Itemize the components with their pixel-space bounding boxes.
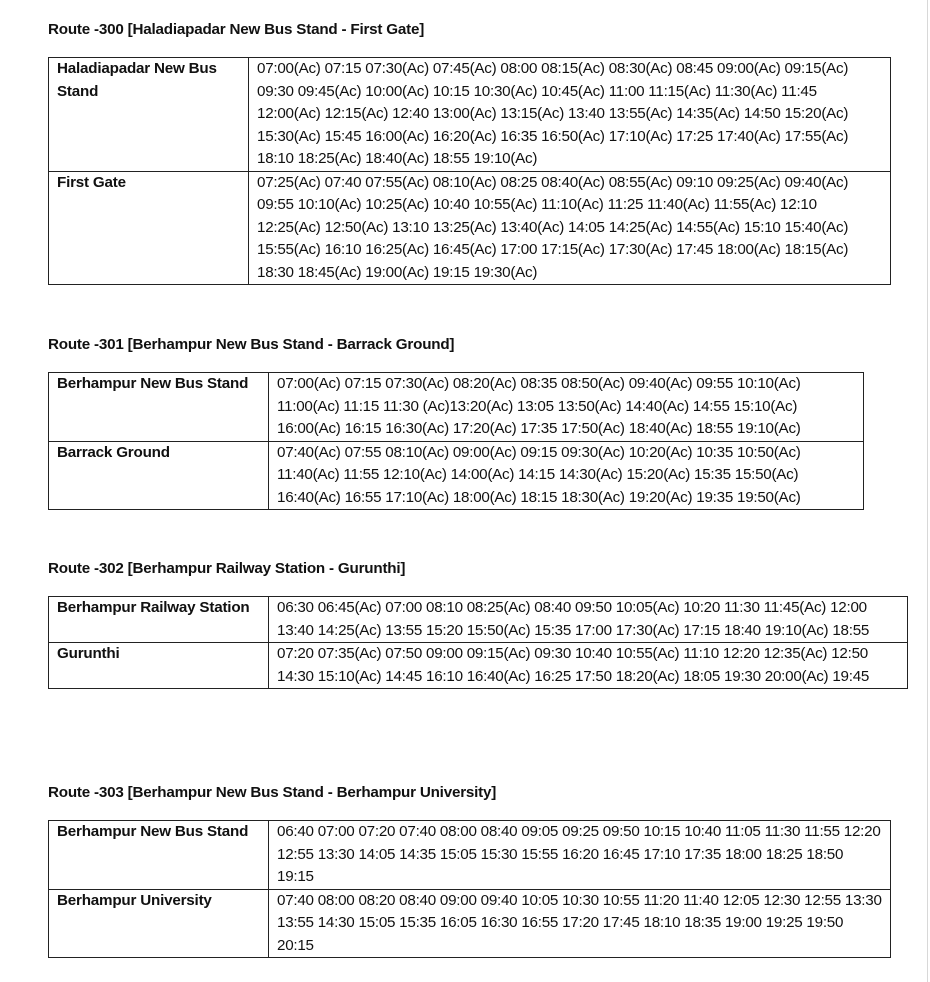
departure-times: 06:40 07:00 07:20 07:40 08:00 08:40 09:05 09:25 09:50 10:15 10:40 11:05 11:30 11:55 12:20 12:55 13:30 14:05 14:35 15:05 15:30 15:55 16:20 16:45 17:10 17:35 18:00 18:25 18:50 19:15 [269, 821, 891, 890]
table-row [49, 58, 891, 172]
route-title: Route -300 [Haladiapadar New Bus Stand - First Gate] [48, 21, 425, 38]
route-303-section [48, 784, 891, 958]
departure-times: 07:40 08:00 08:20 08:40 09:00 09:40 10:05 10:30 10:55 11:20 11:40 12:05 12:30 12:55 13:30 13:55 14:30 15:05 15:35 16:05 16:30 16:55 17:20 17:45 18:10 18:35 19:00 19:25 19:50 20:15 [269, 889, 891, 958]
stop-name: Berhampur Railway Station [49, 597, 269, 643]
route-300-section [48, 21, 891, 285]
stop-name: Haladiapadar New Bus Stand [49, 58, 249, 172]
route-title: Route -303 [Berhampur New Bus Stand - Berhampur University] [48, 784, 497, 801]
stop-name: First Gate [49, 171, 249, 285]
departure-times: 07:25(Ac) 07:40 07:55(Ac) 08:10(Ac) 08:25 08:40(Ac) 08:55(Ac) 09:10 09:25(Ac) 09:40(Ac) 09:55 10:10(Ac) 10:25(Ac) 10:40 10:55(Ac) 11:10(Ac) 11:25 11:40(Ac) 11:55(Ac) 12:10 12:25(Ac) 12:50(Ac) 13:10 13:25(Ac) 13:40(Ac) 14:05 14:25(Ac) 14:55(Ac) 15:10 15:40(Ac) 15:55(Ac) 16:10 16:25(Ac) 16:45(Ac) 17:00 17:15(Ac) 17:30(Ac) 17:45 18:00(Ac) 18:15(Ac) 18:30 18:45(Ac) 19:00(Ac) 19:15 19:30(Ac) [249, 171, 891, 285]
stop-name: Barrack Ground [49, 441, 269, 510]
departure-times: 07:20 07:35(Ac) 07:50 09:00 09:15(Ac) 09:30 10:40 10:55(Ac) 11:10 12:20 12:35(Ac) 12:50 14:30 15:10(Ac) 14:45 16:10 16:40(Ac) 16:25 17:50 18:20(Ac) 18:05 19:30 20:00(Ac) 19:45 [269, 643, 908, 689]
table-row [49, 821, 891, 890]
table-row [49, 171, 891, 285]
timetable [48, 596, 908, 689]
route-301-section [48, 336, 864, 510]
table-row [49, 441, 864, 510]
table-row [49, 889, 891, 958]
departure-times: 07:00(Ac) 07:15 07:30(Ac) 07:45(Ac) 08:00 08:15(Ac) 08:30(Ac) 08:45 09:00(Ac) 09:15(Ac) 09:30 09:45(Ac) 10:00(Ac) 10:15 10:30(Ac) 10:45(Ac) 11:00 11:15(Ac) 11:30(Ac) 11:45 12:00(Ac) 12:15(Ac) 12:40 13:00(Ac) 13:15(Ac) 13:40 13:55(Ac) 14:35(Ac) 14:50 15:20(Ac) 15:30(Ac) 15:45 16:00(Ac) 16:20(Ac) 16:35 16:50(Ac) 17:10(Ac) 17:25 17:40(Ac) 17:55(Ac) 18:10 18:25(Ac) 18:40(Ac) 18:55 19:10(Ac) [249, 58, 891, 172]
timetable [48, 372, 864, 510]
stop-name: Berhampur New Bus Stand [49, 373, 269, 442]
timetable [48, 820, 891, 958]
timetable [48, 57, 891, 285]
table-row [49, 643, 908, 689]
departure-times: 07:40(Ac) 07:55 08:10(Ac) 09:00(Ac) 09:15 09:30(Ac) 10:20(Ac) 10:35 10:50(Ac) 11:40(Ac) 11:55 12:10(Ac) 14:00(Ac) 14:15 14:30(Ac) 15:20(Ac) 15:35 15:50(Ac) 16:40(Ac) 16:55 17:10(Ac) 18:00(Ac) 18:15 18:30(Ac) 19:20(Ac) 19:35 19:50(Ac) [269, 441, 864, 510]
route-title: Route -301 [Berhampur New Bus Stand - Barrack Ground] [48, 336, 455, 353]
page-edge-divider [927, 0, 928, 982]
departure-times: 06:30 06:45(Ac) 07:00 08:10 08:25(Ac) 08:40 09:50 10:05(Ac) 10:20 11:30 11:45(Ac) 12:00 13:40 14:25(Ac) 13:55 15:20 15:50(Ac) 15:35 17:00 17:30(Ac) 17:15 18:40 19:10(Ac) 18:55 [269, 597, 908, 643]
stop-name: Berhampur New Bus Stand [49, 821, 269, 890]
table-row [49, 597, 908, 643]
stop-name: Berhampur University [49, 889, 269, 958]
stop-name: Gurunthi [49, 643, 269, 689]
route-title: Route -302 [Berhampur Railway Station - Gurunthi] [48, 560, 406, 577]
departure-times: 07:00(Ac) 07:15 07:30(Ac) 08:20(Ac) 08:35 08:50(Ac) 09:40(Ac) 09:55 10:10(Ac) 11:00(Ac) 11:15 11:30 (Ac)13:20(Ac) 13:05 13:50(Ac) 14:40(Ac) 14:55 15:10(Ac) 16:00(Ac) 16:15 16:30(Ac) 17:20(Ac) 17:35 17:50(Ac) 18:40(Ac) 18:55 19:10(Ac) [269, 373, 864, 442]
table-row [49, 373, 864, 442]
route-302-section [48, 560, 908, 689]
